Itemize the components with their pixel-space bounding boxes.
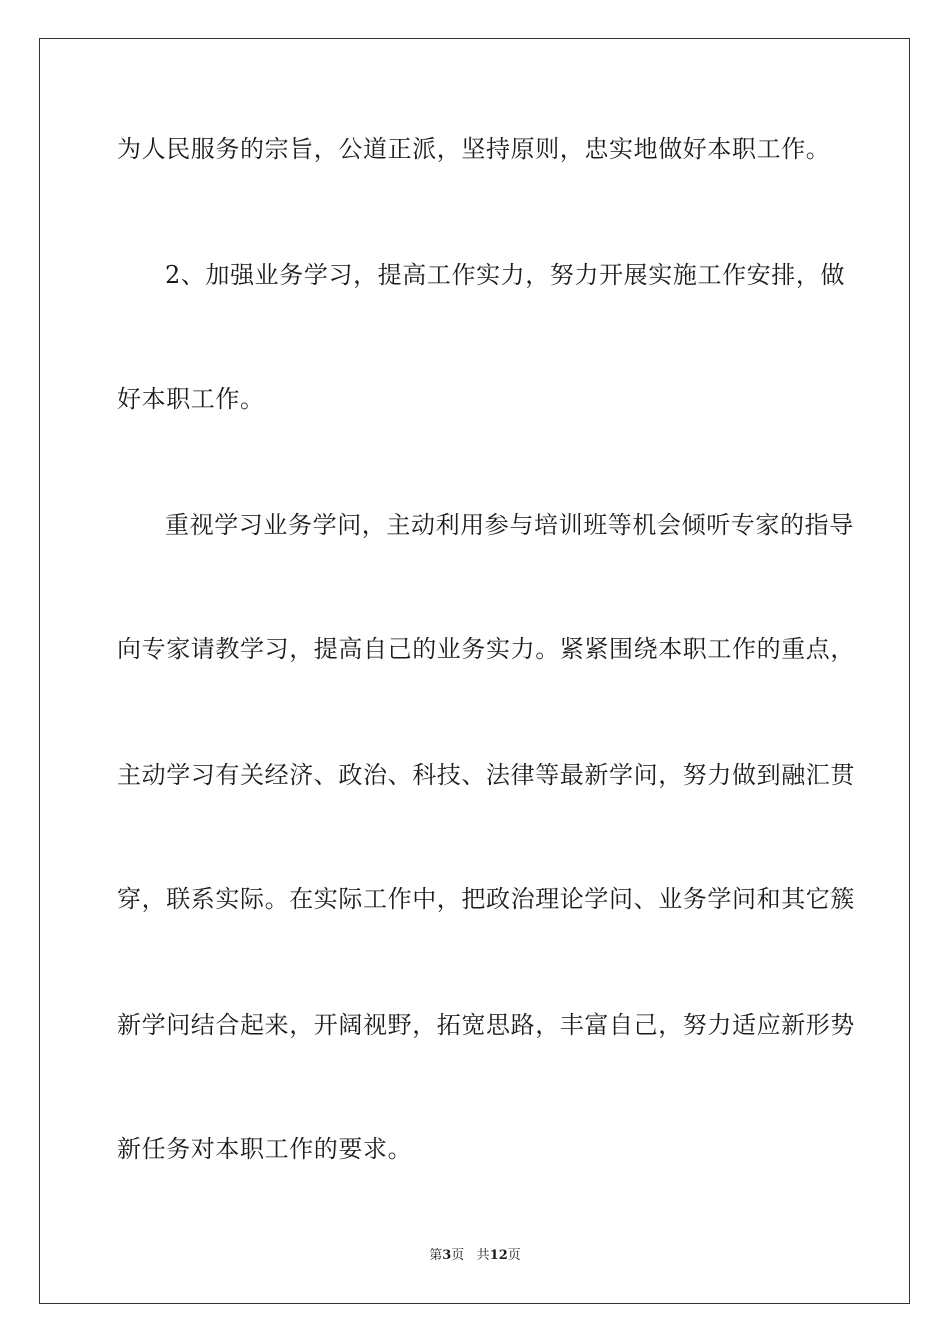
footer-total-pages: 12 (489, 1248, 508, 1263)
text-line-5: 向专家请教学习，提高自己的业务实力。紧紧围绕本职工作的重点， (117, 635, 855, 663)
text-line-7: 穿，联系实际。在实际工作中，把政治理论学问、业务学问和其它簇 (117, 885, 855, 913)
footer-total-suffix: 页 (507, 1248, 521, 1263)
text-line-1: 为人民服务的宗旨，公道正派，坚持原则，忠实地做好本职工作。 (117, 135, 831, 163)
text-line-2: 2、加强业务学习，提高工作实力，努力开展实施工作安排，做 (165, 261, 846, 289)
footer-total-prefix: 共 (476, 1248, 490, 1263)
footer-page-number: 3 (442, 1248, 452, 1263)
text-line-6: 主动学习有关经济、政治、科技、法律等最新学问，努力做到融汇贯 (117, 761, 855, 789)
text-line-8: 新学问结合起来，开阔视野，拓宽思路，丰富自己，努力适应新形势 (117, 1011, 855, 1039)
footer-page-suffix: 页 (451, 1248, 465, 1263)
page-footer (0, 1247, 950, 1265)
text-line-9: 新任务对本职工作的要求。 (117, 1135, 413, 1163)
text-line-4: 重视学习业务学问，主动利用参与培训班等机会倾听专家的指导 (165, 511, 854, 539)
page-frame (39, 38, 910, 1304)
text-line-3: 好本职工作。 (117, 385, 265, 413)
footer-page-prefix: 第 (429, 1248, 443, 1263)
